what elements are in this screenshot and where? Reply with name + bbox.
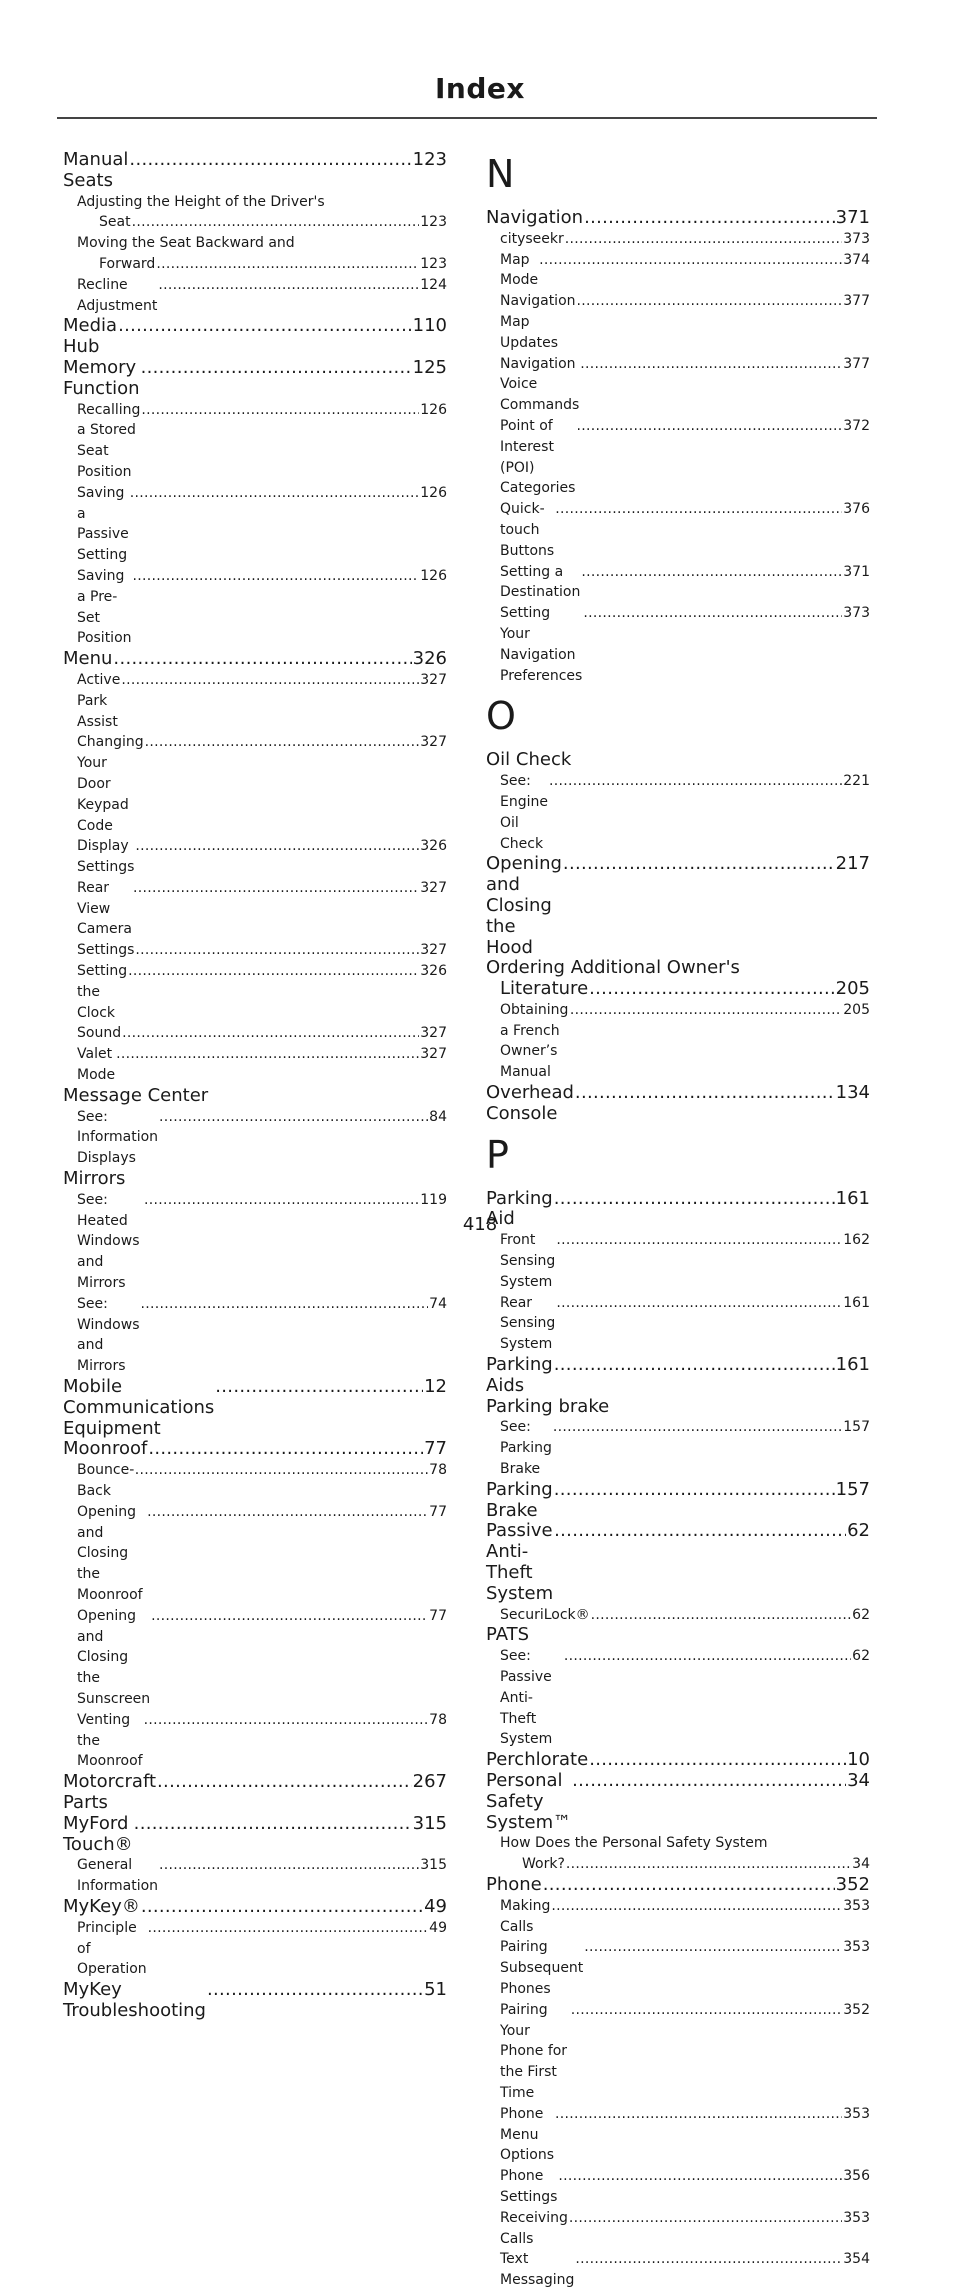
index-subentry	[63, 1606, 447, 1710]
dot-leader	[565, 229, 843, 250]
entry-text: Manual Seats	[63, 149, 129, 191]
dot-leader	[563, 854, 835, 875]
index-entry	[486, 1750, 870, 1771]
index-entry	[486, 1771, 870, 1833]
index-entry	[63, 1772, 447, 1814]
index-subentry	[486, 291, 870, 353]
index-entry	[63, 358, 447, 400]
dot-leader	[121, 670, 419, 691]
entry-page: 10	[847, 1749, 870, 1771]
entry-text: Pairing Your Phone for the First Time	[500, 2001, 568, 2101]
index-subentry	[63, 1460, 447, 1502]
dot-leader	[554, 1521, 846, 1542]
entry-text-line1: Moving the Seat Backward and	[77, 235, 295, 252]
entry-text: Obtaining a French Owner’s Manual	[500, 1001, 569, 1081]
index-entry	[486, 854, 870, 958]
entry-text: General Information	[77, 1857, 159, 1895]
entry-page: 126	[420, 567, 447, 584]
index-subentry	[486, 499, 870, 561]
index-subentry	[486, 2208, 870, 2250]
dot-leader	[144, 1710, 429, 1731]
index-subentry	[63, 732, 447, 836]
index-entry	[63, 1377, 447, 1439]
entry-text: Text Messaging	[500, 2251, 575, 2289]
entry-page: 327	[420, 1025, 447, 1042]
index-entry	[486, 1480, 870, 1522]
entry-text: Valet Mode	[77, 1046, 116, 1084]
dot-leader	[144, 1190, 419, 1211]
entry-text: cityseekr	[500, 230, 564, 247]
index-heading: Mirrors	[63, 1168, 126, 1190]
entry-page: 354	[843, 2251, 870, 2268]
dot-leader	[135, 1460, 428, 1481]
index-subentry	[63, 1023, 447, 1044]
entry-page: 77	[429, 1607, 447, 1624]
entry-text: Navigation Voice Commands	[500, 355, 580, 414]
dot-leader	[555, 2104, 842, 2125]
entry-text: Setting the Clock	[77, 963, 128, 1021]
dot-leader	[133, 566, 420, 587]
entry-page: 62	[852, 1648, 870, 1665]
dot-leader	[135, 836, 419, 857]
dot-leader	[566, 1854, 851, 1875]
entry-page: 161	[843, 1294, 870, 1311]
entry-text: Motorcraft Parts	[63, 1771, 157, 1813]
index-entry	[486, 208, 870, 229]
entry-page: 123	[420, 255, 447, 272]
entry-page: 49	[424, 1895, 447, 1917]
index-subentry	[63, 1044, 447, 1086]
entry-page: 205	[843, 1001, 870, 1018]
entry-text: See: Windows and Mirrors	[77, 1295, 140, 1375]
dot-leader	[569, 2208, 842, 2229]
index-heading: PATS	[486, 1624, 530, 1646]
entry-text: Making Calls	[500, 1897, 551, 1935]
dot-leader	[589, 1750, 846, 1771]
entry-page: 123	[420, 214, 447, 231]
entry-page: 157	[843, 1419, 870, 1436]
dot-leader	[570, 1000, 842, 1021]
index-subentry	[486, 2166, 870, 2208]
entry-page: 217	[835, 853, 870, 875]
page-title: Index	[435, 72, 525, 105]
index-subentry	[486, 771, 870, 854]
entry-text: Active Park Assist	[77, 671, 121, 730]
dot-leader	[122, 1023, 419, 1044]
entry-text: Sound	[77, 1025, 122, 1042]
entry-page: 34	[847, 1769, 870, 1791]
dot-leader	[128, 961, 419, 982]
dot-leader	[572, 1771, 846, 1792]
index-entry	[486, 1521, 870, 1604]
index-subentry	[486, 1833, 870, 1875]
index-subentry	[63, 483, 447, 566]
index-heading: Parking brake	[486, 1395, 610, 1417]
entry-page: 353	[843, 2209, 870, 2226]
index-entry	[486, 958, 870, 1000]
entry-page: 205	[835, 978, 870, 1000]
entry-page: 327	[420, 734, 447, 751]
entry-page: 373	[843, 605, 870, 622]
dot-leader	[584, 208, 835, 229]
dot-leader	[129, 150, 411, 171]
dot-leader	[575, 2249, 842, 2270]
entry-page: 371	[835, 207, 870, 228]
dot-leader	[148, 1439, 423, 1460]
entry-text: MyKey®	[63, 1895, 140, 1917]
dot-leader	[564, 1646, 851, 1667]
entry-page: 157	[835, 1478, 870, 1500]
entry-page: 126	[420, 484, 447, 501]
dot-leader	[554, 1355, 835, 1376]
index-subentry	[486, 1605, 870, 1626]
entry-text: Opening and Closing the Sunscreen	[77, 1607, 151, 1707]
dot-leader	[157, 1772, 412, 1793]
dot-leader	[118, 316, 412, 337]
entry-text: Parking Aids	[486, 1354, 553, 1396]
index-subentry	[486, 1293, 870, 1355]
entry-text: Parking Brake	[486, 1478, 553, 1521]
index-subentry	[63, 670, 447, 732]
entry-text-line2: Literature	[500, 978, 589, 1000]
dot-leader	[141, 1897, 423, 1918]
dot-leader	[147, 1502, 428, 1523]
entry-text: See: Engine Oil Check	[500, 773, 548, 852]
index-entry	[63, 150, 447, 192]
index-subentry	[486, 2104, 870, 2166]
index-heading: Message Center	[63, 1084, 209, 1106]
entry-text-line2-row	[500, 1854, 870, 1875]
index-subentry	[486, 1937, 870, 1999]
entry-text: Principle of Operation	[77, 1919, 147, 1978]
index-subentry	[486, 354, 870, 416]
index-subentry	[486, 250, 870, 292]
entry-page: 134	[835, 1082, 870, 1104]
entry-text: Settings	[77, 942, 135, 959]
entry-page: 352	[843, 2001, 870, 2018]
entry-text: Personal Safety System™	[486, 1769, 572, 1833]
index-subentry	[486, 1417, 870, 1479]
entry-text: Recline Adjustment	[77, 276, 158, 314]
dot-leader	[553, 1417, 842, 1438]
index-heading: Oil Check	[486, 749, 572, 771]
entry-page: 123	[412, 149, 447, 170]
entry-text: Saving a Pre-Set Position	[77, 567, 132, 647]
entry-page: 62	[852, 1606, 870, 1623]
dot-leader	[130, 483, 420, 504]
section-letter: P	[486, 1132, 509, 1177]
index-subentry	[63, 878, 447, 940]
index-entry	[63, 649, 447, 670]
dot-leader	[577, 291, 843, 312]
entry-text: Perchlorate	[486, 1749, 589, 1771]
index-subentry	[486, 1896, 870, 1938]
entry-text: Rear Sensing System	[500, 1294, 556, 1353]
index-subentry	[486, 1230, 870, 1292]
entry-page: 78	[429, 1462, 447, 1479]
index-subentry	[63, 1918, 447, 1980]
dot-leader	[141, 358, 412, 379]
entry-text: Mobile Communications Equipment	[63, 1376, 215, 1439]
entry-text: Bounce-Back	[77, 1462, 135, 1499]
dot-leader	[159, 1855, 419, 1876]
entry-page: 49	[429, 1919, 447, 1936]
index-subentry	[63, 233, 447, 275]
entry-page: 371	[843, 563, 870, 580]
entry-text: Navigation Map Updates	[500, 293, 576, 351]
index-subentry	[486, 229, 870, 250]
entry-page: 377	[843, 355, 870, 372]
dot-leader	[145, 732, 420, 753]
entry-text-line2: Forward	[99, 255, 156, 272]
dot-leader	[584, 1937, 842, 1958]
dot-leader	[543, 1875, 835, 1896]
entry-text: Changing Your Door Keypad Code	[77, 734, 144, 834]
index-subentry	[63, 1710, 447, 1772]
dot-leader	[554, 1189, 835, 1210]
entry-page: 352	[835, 1873, 870, 1895]
entry-text: SecuriLock®	[500, 1606, 590, 1623]
entry-page: 119	[420, 1191, 447, 1208]
entry-text: Parking Aid	[486, 1187, 553, 1230]
entry-text-line2: Work?	[522, 1856, 565, 1873]
entry-text: Rear View Camera	[77, 879, 132, 938]
dot-leader	[581, 562, 842, 583]
entry-text: Setting a Destination	[500, 563, 581, 601]
entry-page: 12	[424, 1376, 447, 1398]
index-subentry	[63, 192, 447, 234]
index-subentry	[486, 603, 870, 686]
index-entry	[63, 1814, 447, 1856]
entry-page: 161	[835, 1187, 870, 1209]
entry-text: Map Mode	[500, 251, 539, 289]
entry-text: Saving a Passive Setting	[77, 484, 129, 564]
entry-page: 327	[420, 1046, 447, 1063]
entry-text: MyFord Touch®	[63, 1812, 133, 1855]
entry-page: 353	[843, 1897, 870, 1914]
entry-text-line2-row	[486, 979, 870, 1000]
dot-leader	[156, 254, 419, 275]
entry-page: 161	[835, 1354, 870, 1376]
entry-text: Opening and Closing the Moonroof	[77, 1503, 143, 1603]
entry-page: 84	[429, 1108, 447, 1125]
entry-text: Pairing Subsequent Phones	[500, 1939, 584, 1997]
index-subentry	[63, 836, 447, 878]
entry-page: 326	[420, 838, 447, 855]
entry-text: Setting Your Navigation Preferences	[500, 605, 583, 684]
entry-text: Navigation	[486, 207, 584, 228]
entry-text-line1: Adjusting the Height of the Driver's	[77, 193, 325, 210]
entry-text: Phone Settings	[500, 2168, 558, 2205]
index-subentry	[63, 1855, 447, 1897]
entry-page: 315	[420, 1857, 447, 1874]
dot-leader	[132, 212, 420, 233]
index-subentry	[486, 2249, 870, 2291]
entry-page: 315	[412, 1812, 447, 1834]
index-subentry	[63, 1502, 447, 1606]
entry-text: Passive Anti-Theft System	[486, 1520, 554, 1604]
entry-page: 221	[843, 773, 870, 790]
dot-leader	[159, 1107, 428, 1128]
dot-leader	[558, 2166, 842, 2187]
entry-text: See: Information Displays	[77, 1108, 159, 1167]
dot-leader	[135, 940, 419, 961]
entry-page: 326	[420, 963, 447, 980]
entry-text-line1: How Does the Personal Safety System	[500, 1835, 768, 1852]
index-subentry	[63, 1294, 447, 1377]
entry-text: Phone Menu Options	[500, 2105, 555, 2164]
index-entry	[63, 316, 447, 358]
index-entry	[486, 1355, 870, 1397]
dot-leader	[141, 1294, 429, 1315]
section-letter: N	[486, 152, 515, 196]
entry-text: Point of Interest (POI) Categories	[500, 417, 576, 497]
index-subentry	[63, 961, 447, 1023]
entry-text: Opening and Closing the Hood	[486, 853, 562, 958]
entry-text: Media Hub	[63, 315, 118, 358]
entry-page: 327	[420, 879, 447, 896]
dot-leader	[576, 416, 842, 437]
entry-page: 376	[843, 501, 870, 518]
section-letter: O	[486, 694, 516, 739]
index-subentry	[63, 566, 447, 649]
index-subentry	[486, 2000, 870, 2104]
index-subentry	[486, 562, 870, 604]
entry-page: 110	[412, 315, 447, 337]
entry-page: 126	[420, 401, 447, 418]
entry-page: 74	[429, 1295, 447, 1312]
entry-page: 77	[424, 1438, 447, 1460]
index-column-left	[63, 150, 447, 2022]
entry-page: 267	[412, 1771, 447, 1793]
entry-text: Quick-touch Buttons	[500, 501, 555, 559]
index-subentry	[63, 1190, 447, 1294]
entry-page: 377	[843, 293, 870, 310]
dot-leader	[539, 250, 842, 271]
entry-text: Memory Function	[63, 356, 140, 399]
dot-leader	[580, 354, 842, 375]
dot-leader	[141, 400, 419, 421]
dot-leader	[134, 1814, 412, 1835]
index-subentry	[63, 1107, 447, 1169]
entry-page: 77	[429, 1503, 447, 1520]
entry-text: MyKey Troubleshooting	[63, 1979, 206, 2021]
index-entry	[486, 1083, 870, 1125]
dot-leader	[571, 2000, 843, 2021]
entry-text: See: Heated Windows and Mirrors	[77, 1191, 140, 1292]
entry-page: 34	[852, 1856, 870, 1873]
entry-page: 374	[843, 251, 870, 268]
entry-text: Recalling a Stored Seat Position	[77, 401, 141, 480]
entry-text: See: Parking Brake	[500, 1419, 552, 1478]
index-entry	[63, 1439, 447, 1460]
entry-page: 353	[843, 1939, 870, 1956]
dot-leader	[207, 1980, 423, 2001]
index-entry	[486, 1875, 870, 1896]
index-entry	[63, 1897, 447, 1918]
entry-text: Display Settings	[77, 838, 135, 876]
dot-leader	[554, 1480, 835, 1501]
entry-page: 125	[412, 356, 447, 378]
dot-leader	[158, 275, 419, 296]
entry-text: See: Passive Anti-Theft System	[500, 1648, 553, 1748]
page-number: 418	[462, 1214, 498, 1235]
dot-leader	[583, 603, 842, 624]
entry-page: 162	[843, 1232, 870, 1249]
index-subentry	[486, 416, 870, 499]
entry-page: 373	[843, 230, 870, 247]
header-divider	[57, 117, 877, 119]
entry-text: Front Sensing System	[500, 1232, 556, 1290]
entry-page: 372	[843, 417, 870, 434]
index-subentry	[63, 275, 447, 317]
page-header	[0, 72, 960, 105]
index-entry	[63, 1980, 447, 2022]
dot-leader	[591, 1605, 852, 1626]
entry-page: 326	[412, 648, 447, 670]
dot-leader	[151, 1606, 428, 1627]
dot-leader	[215, 1377, 423, 1398]
index-subentry	[486, 1646, 870, 1750]
entry-page: 327	[420, 942, 447, 959]
dot-leader	[555, 499, 842, 520]
entry-page: 124	[420, 276, 447, 293]
entry-page: 62	[847, 1520, 870, 1542]
entry-text: Receiving Calls	[500, 2209, 568, 2247]
entry-text-line2-row	[77, 254, 447, 275]
entry-page: 78	[429, 1711, 447, 1728]
dot-leader	[589, 979, 835, 1000]
index-subentry	[63, 940, 447, 961]
dot-leader	[575, 1083, 835, 1104]
entry-text: Venting the Moonroof	[77, 1711, 143, 1770]
dot-leader	[116, 1044, 419, 1065]
entry-page: 356	[843, 2168, 870, 2185]
index-subentry	[486, 1000, 870, 1083]
entry-text: Overhead Console	[486, 1082, 574, 1124]
dot-leader	[549, 771, 842, 792]
dot-leader	[113, 649, 411, 670]
dot-leader	[133, 878, 419, 899]
index-subentry	[63, 400, 447, 483]
entry-text: Moonroof	[63, 1438, 148, 1460]
entry-text-line1: Ordering Additional Owner's	[486, 957, 740, 979]
entry-page: 327	[420, 671, 447, 688]
dot-leader	[551, 1896, 842, 1917]
dot-leader	[148, 1918, 429, 1939]
entry-page: 353	[843, 2105, 870, 2122]
entry-text-line2: Seat	[99, 214, 131, 231]
entry-text: Menu	[63, 648, 113, 670]
entry-page: 51	[424, 1979, 447, 2001]
dot-leader	[556, 1293, 842, 1314]
entry-text-line2-row	[77, 212, 447, 233]
entry-text: Phone	[486, 1873, 542, 1895]
